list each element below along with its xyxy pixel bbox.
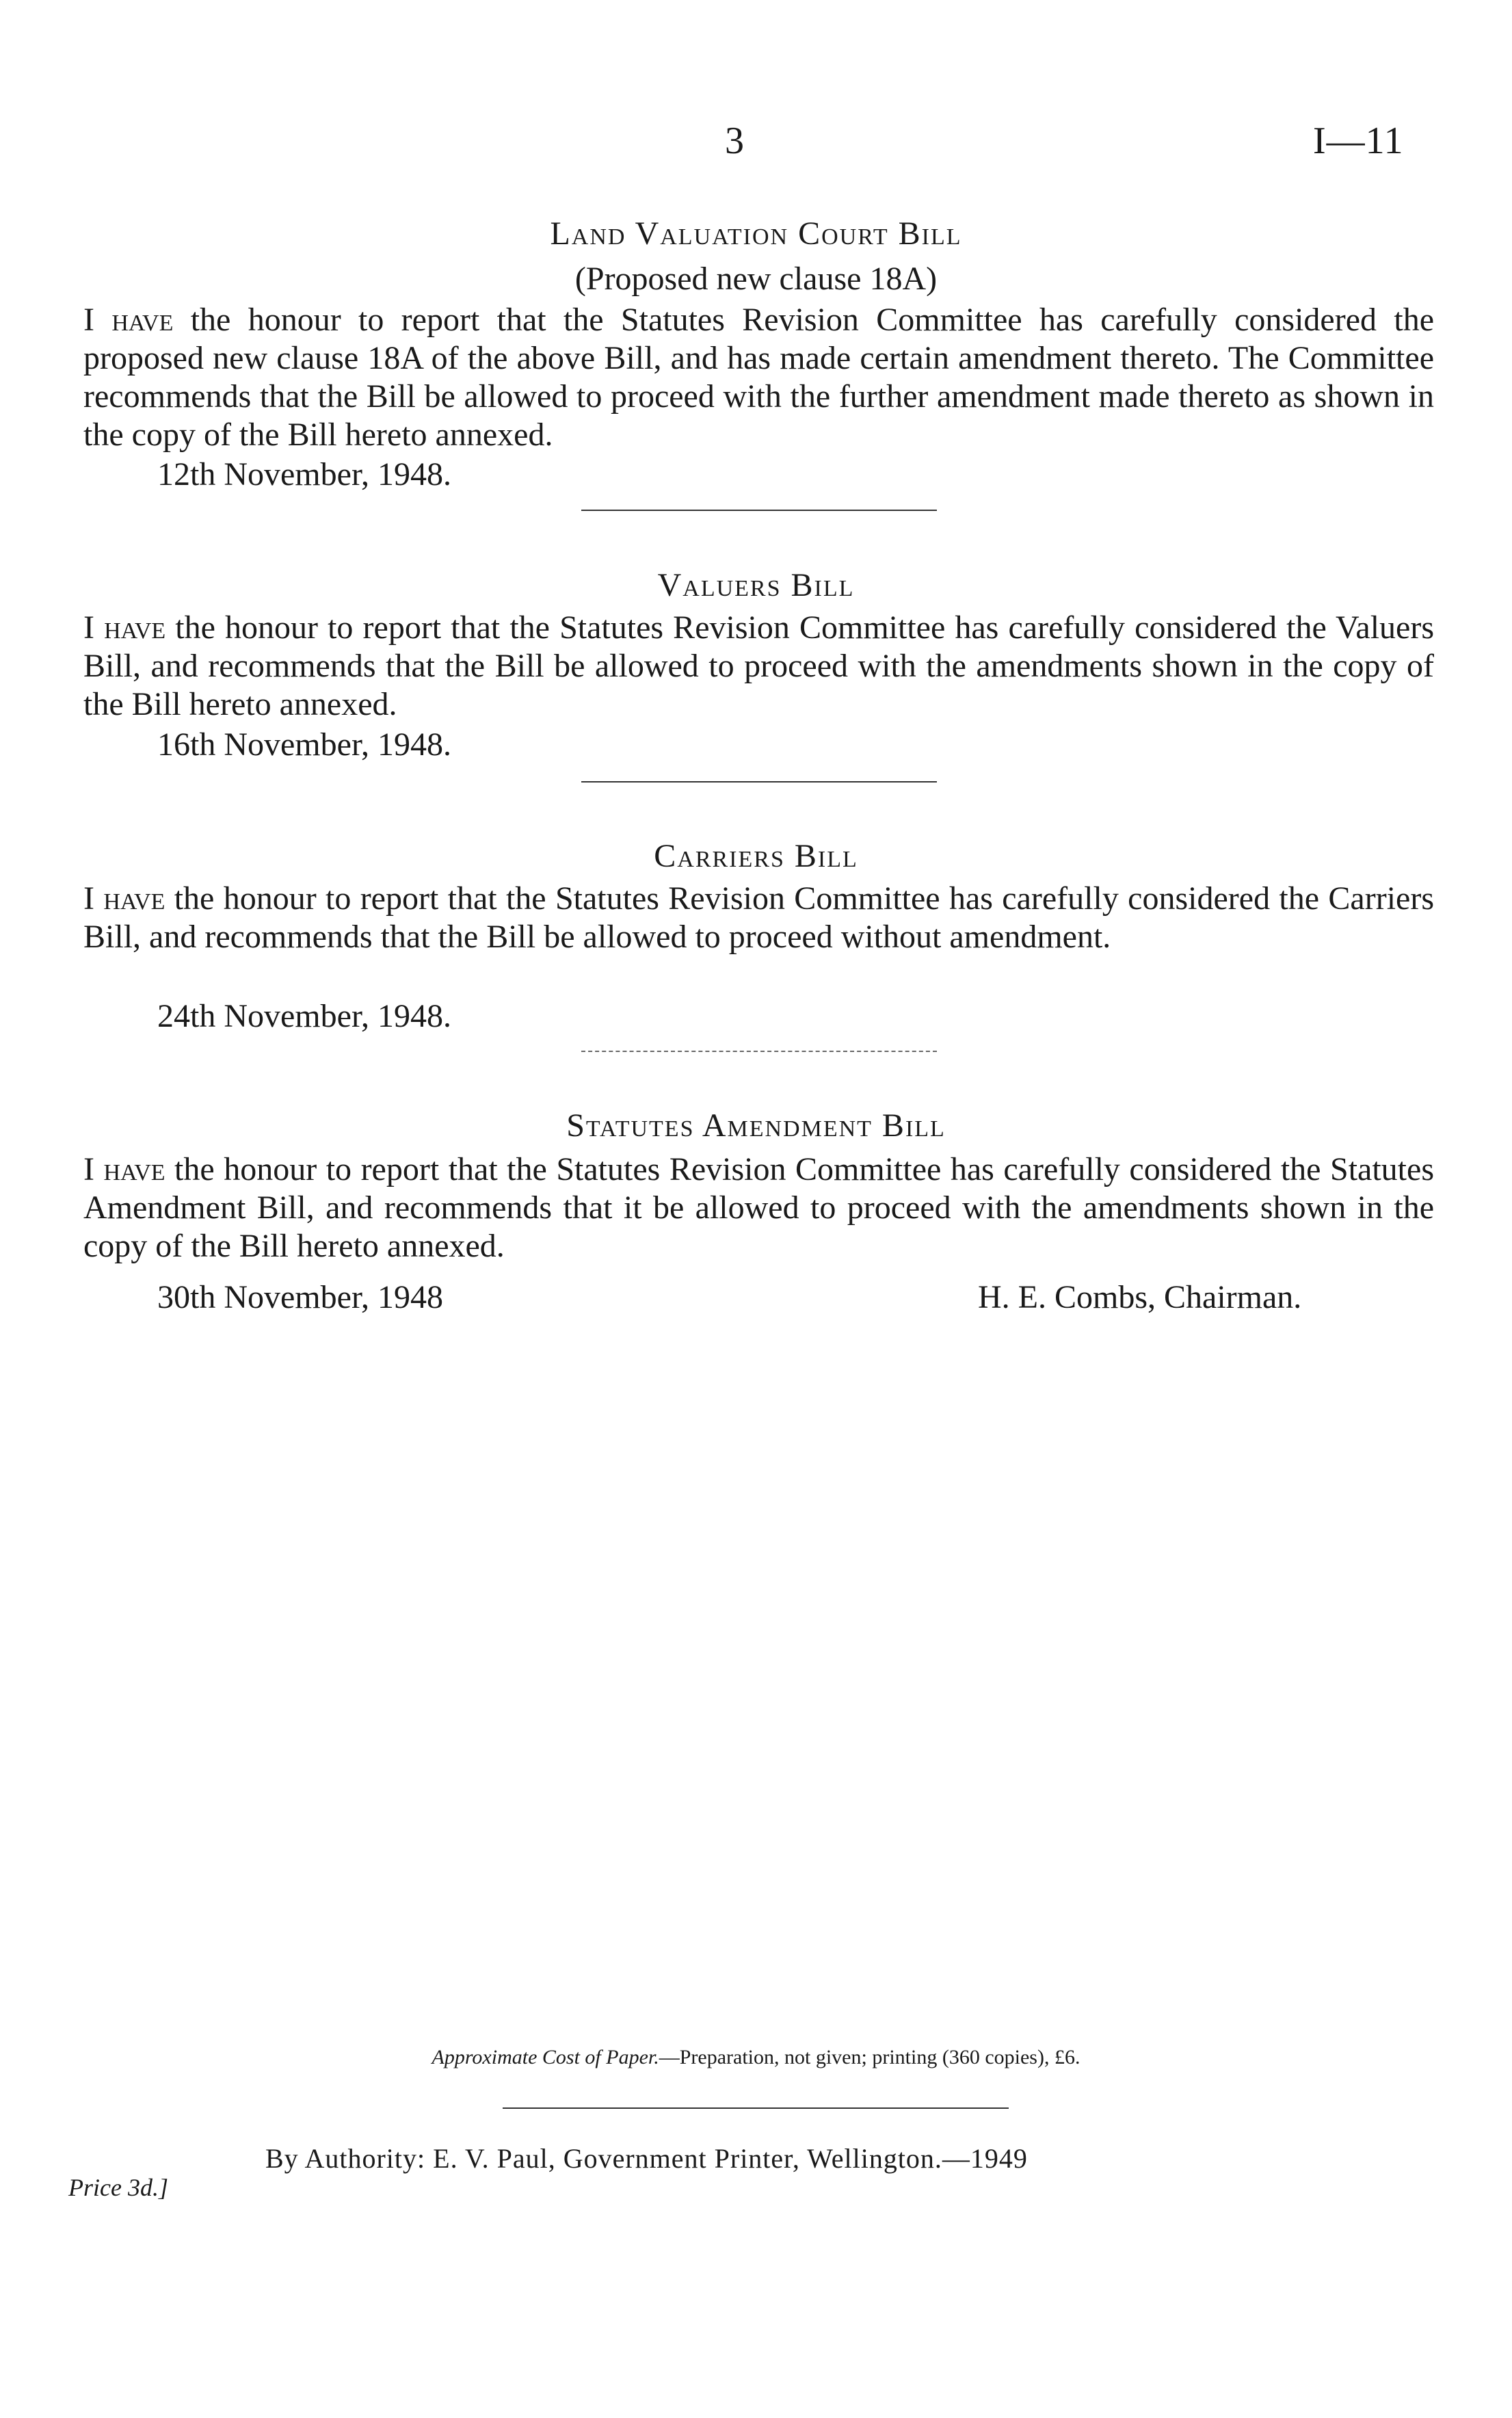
section-title: Statutes Amendment Bill [566, 1107, 946, 1144]
paragraph-lead: I have [83, 880, 165, 917]
paragraph-body: the honour to report that the Statutes Revision Committee has carefully considered the Carriers Bill, and recommends that the Bill be allowed to proceed without amendment. [83, 880, 1435, 955]
paragraph-lead: I have [83, 302, 174, 338]
section-divider [581, 1051, 937, 1052]
paragraph-lead: I have [83, 1151, 165, 1187]
section-paragraph [83, 301, 1434, 454]
chairman-signature: H. E. Combs, Chairman. [978, 1279, 1302, 1315]
section-paragraph [83, 1151, 1434, 1265]
section-date: 12th November, 1948. [157, 456, 452, 492]
footer-divider [503, 2107, 1009, 2109]
paragraph-body: the honour to report that the Statutes Revision Committee has carefully considered the Statutes Amendment Bill, and recommends that it be allowed to proceed with the amendments shown in the copy of the Bill hereto annexed. [83, 1151, 1434, 1264]
paper-cost-text: —Preparation, not given; printing (360 copies), £6. [659, 2046, 1080, 2068]
section-divider [581, 781, 937, 783]
section-title: Valuers Bill [657, 567, 855, 603]
paragraph-lead: I have [83, 609, 166, 646]
paragraph-body: the honour to report that the Statutes Revision Committee has carefully considered the Valuers Bill, and recommends that the Bill be allowed to proceed with the amendments shown in the copy of the Bill hereto annexed. [83, 609, 1434, 722]
paper-cost-label: Approximate Cost of Paper. [432, 2046, 659, 2068]
paper-cost-note [0, 2047, 1512, 2068]
document-reference: I—11 [1313, 120, 1404, 162]
printer-authority: By Authority: E. V. Paul, Government Printer, Wellington.—1949 [265, 2143, 1028, 2174]
section-date: 16th November, 1948. [157, 726, 452, 763]
section-title: Carriers Bill [654, 838, 858, 874]
section-paragraph [83, 880, 1434, 956]
page-number: 3 [725, 120, 744, 162]
price: Price 3d.] [68, 2174, 168, 2201]
section-date: 24th November, 1948. [157, 998, 452, 1034]
section-divider [581, 510, 937, 511]
paragraph-body: the honour to report that the Statutes Revision Committee has carefully considered the proposed new clause 18A of the above Bill, and has made certain amendment thereto. The Committee recommends that the Bill be allowed to proceed with the further amendment made thereto as shown in the copy of the Bill hereto annexed. [83, 302, 1435, 453]
section-title: Land Valuation Court Bill [550, 215, 962, 252]
section-date: 30th November, 1948 [157, 1279, 444, 1315]
section-paragraph [83, 609, 1434, 724]
section-subtitle: (Proposed new clause 18A) [574, 261, 938, 297]
